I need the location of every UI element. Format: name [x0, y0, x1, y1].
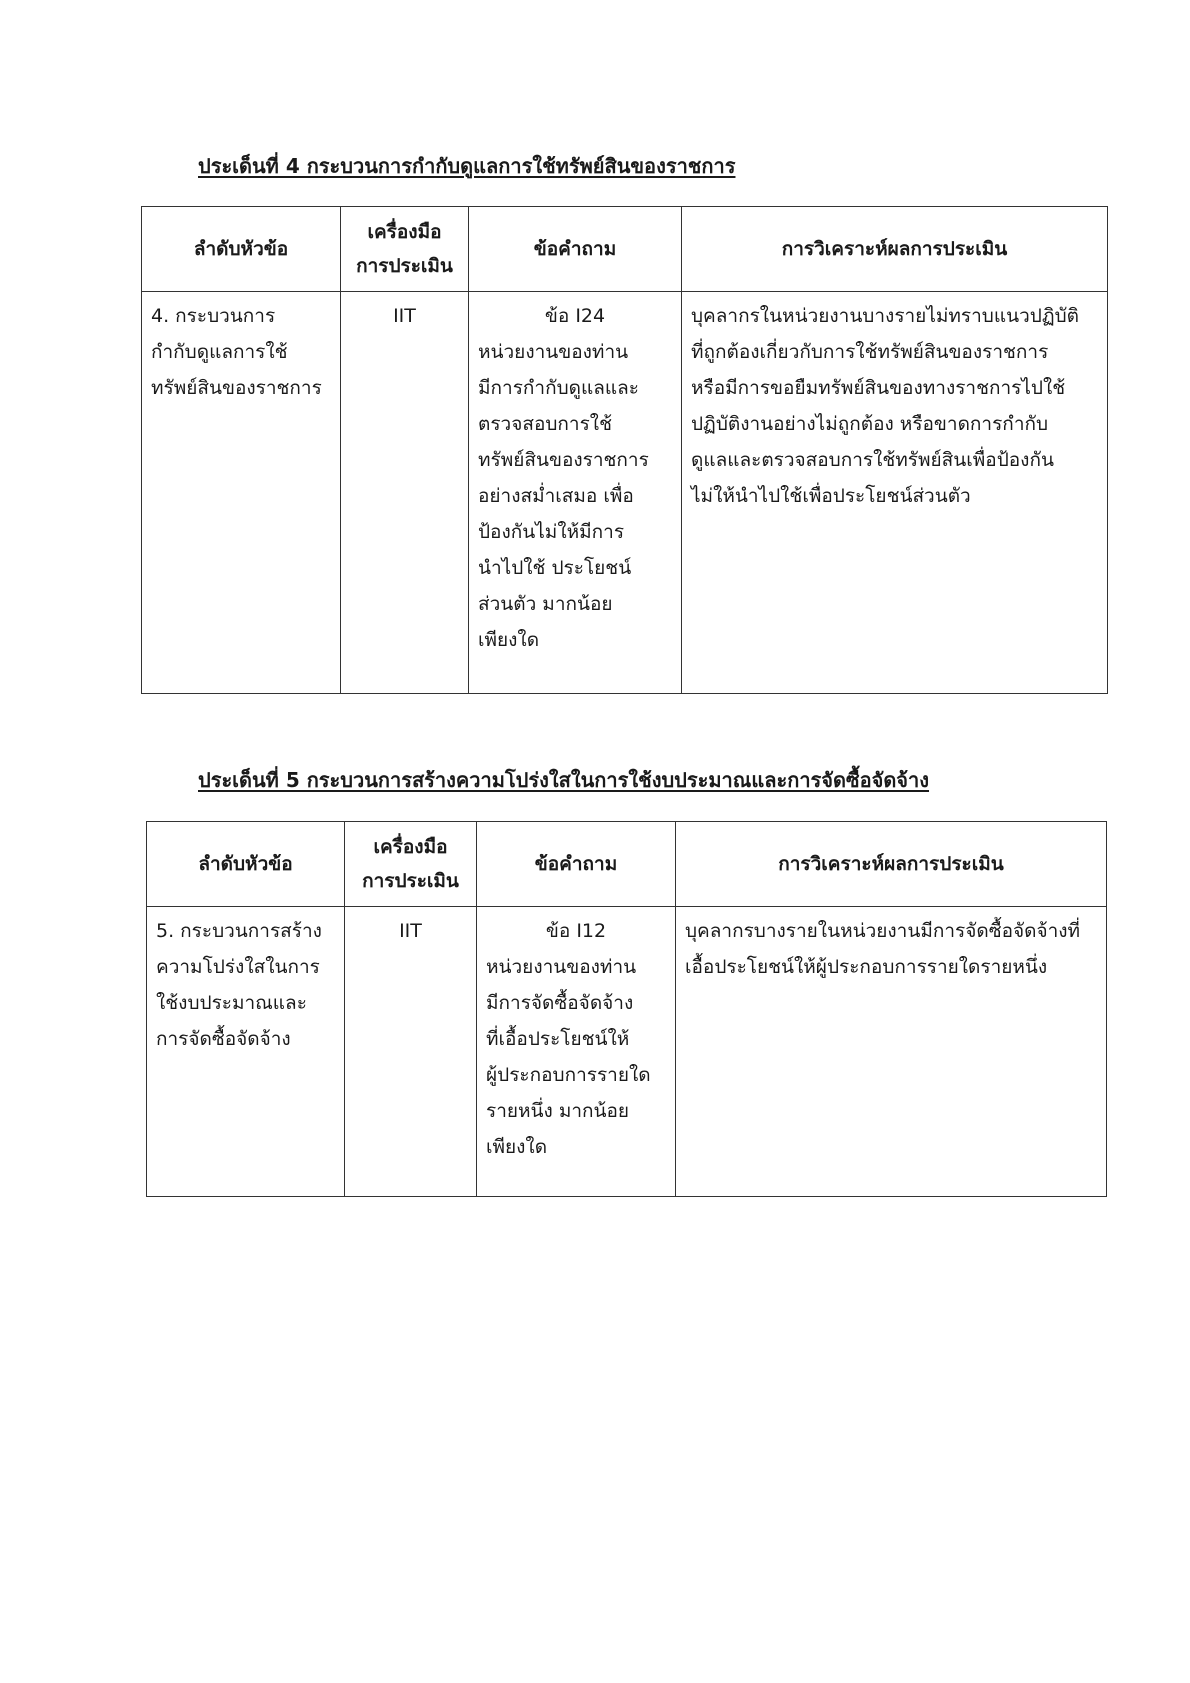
section-4-table: [141, 206, 1108, 694]
cell-tool: IIT: [345, 907, 477, 1197]
question-text: หน่วยงานของท่าน มีการกำกับดูแลและ ตรวจสอบการใช้ ทรัพย์สินของราชการ อย่างสม่ำเสมอ เพื่อ ป้องกันไม่ให้มีการ นำไปใช้ ประโยชน์ ส่วนตัว มากน้อย เพียงใด: [478, 341, 649, 651]
section-4-title: ประเด็นที่ 4 กระบวนการกำกับดูแลการใช้ทรัพย์สินของราชการ: [198, 154, 736, 178]
section-5-title: ประเด็นที่ 5 กระบวนการสร้างความโปร่งใสในการใช้งบประมาณและการจัดซื้อจัดจ้าง: [198, 768, 930, 792]
cell-analysis: บุคลากรในหน่วยงานบางรายไม่ทราบแนวปฏิบัติ ที่ถูกต้องเกี่ยวกับการใช้ทรัพย์สินของราชการ หรือมีการขอยืมทรัพย์สินของทางราชการไปใช้ ปฏิบัติงานอย่างไม่ถูกต้อง หรือขาดการกำกับ ดูแลและตรวจสอบการใช้ทรัพย์สินเพื่อป้องกัน ไม่ให้นำไปใช้เพื่อประโยชน์ส่วนตัว: [682, 292, 1108, 694]
question-number: ข้อ I12: [545, 920, 607, 942]
header-topic: ลำดับหัวข้อ: [142, 207, 341, 292]
question-text: หน่วยงานของท่าน มีการจัดซื้อจัดจ้าง ที่เอื้อประโยชน์ให้ ผู้ประกอบการรายใด รายหนึ่ง มากน้อย เพียงใด: [486, 956, 651, 1158]
cell-analysis: บุคลากรบางรายในหน่วยงานมีการจัดซื้อจัดจ้างที่ เอื้อประโยชน์ให้ผู้ประกอบการรายใดรายหนึ่ง: [676, 907, 1107, 1197]
cell-topic: 5. กระบวนการสร้าง ความโปร่งใสในการ ใช้งบประมาณและ การจัดซื้อจัดจ้าง: [147, 907, 345, 1197]
header-analysis: การวิเคราะห์ผลการประเมิน: [682, 207, 1108, 292]
header-question: ข้อคำถาม: [477, 822, 676, 907]
cell-tool: IIT: [341, 292, 469, 694]
table-row: [147, 907, 1107, 1197]
header-analysis: การวิเคราะห์ผลการประเมิน: [676, 822, 1107, 907]
header-tool: เครื่องมือ การประเมิน: [345, 822, 477, 907]
header-topic: ลำดับหัวข้อ: [147, 822, 345, 907]
cell-question: [477, 907, 676, 1197]
table-row: [142, 292, 1108, 694]
cell-question: [469, 292, 682, 694]
header-tool: เครื่องมือ การประเมิน: [341, 207, 469, 292]
question-number: ข้อ I24: [544, 305, 606, 327]
table-header-row: [147, 822, 1107, 907]
header-question: ข้อคำถาม: [469, 207, 682, 292]
table-header-row: [142, 207, 1108, 292]
cell-topic: 4. กระบวนการ กำกับดูแลการใช้ ทรัพย์สินของราชการ: [142, 292, 341, 694]
section-5-table: [146, 821, 1107, 1197]
